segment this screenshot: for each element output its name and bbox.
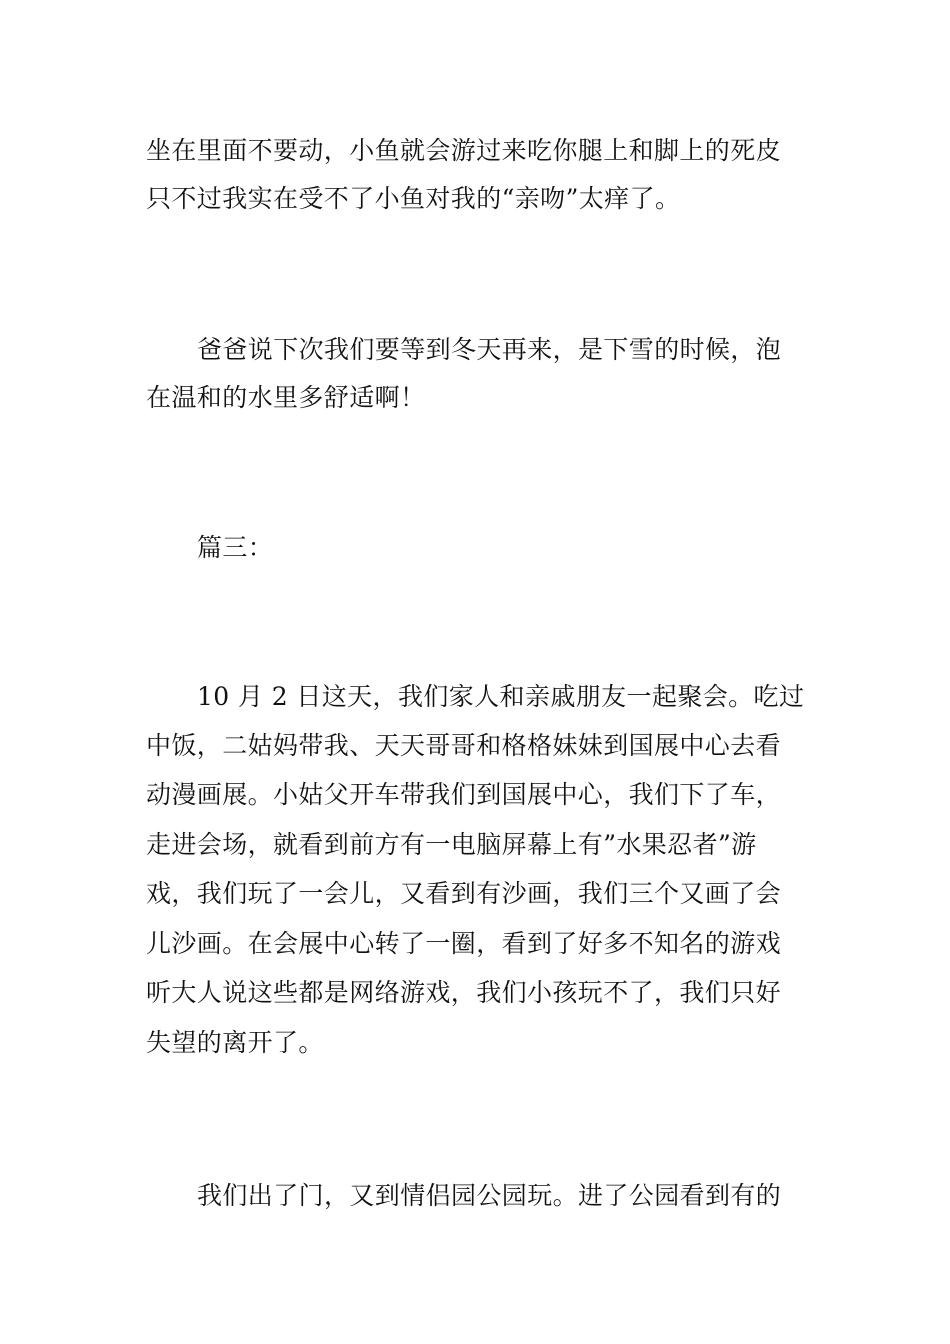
paragraph-4-line-2: 中饭，二姑妈带我、天天哥哥和格格妹妹到国展中心去看 [146, 731, 782, 760]
paragraph-1-line-1: 坐在里面不要动，小鱼就会游过来吃你腿上和脚上的死皮 [146, 136, 782, 165]
paragraph-4-line-3: 动漫画展。小姑父开车带我们到国展中心，我们下了车， [146, 780, 782, 809]
paragraph-2-line-1: 爸爸说下次我们要等到冬天再来，是下雪的时候，泡 [197, 335, 782, 364]
paragraph-4-line-7: 听大人说这些都是网络游戏，我们小孩玩不了，我们只好 [146, 978, 782, 1007]
paragraph-4-line-1: 10 月 2 日这天，我们家人和亲戚朋友一起聚会。吃过 [197, 682, 805, 711]
paragraph-4-line-8: 失望的离开了。 [146, 1028, 324, 1057]
paragraph-4-line-5: 戏，我们玩了一会儿，又看到有沙画，我们三个又画了会 [146, 879, 782, 908]
paragraph-4-line-4: 走进会场，就看到前方有一电脑屏幕上有”水果忍者”游 [146, 830, 757, 859]
paragraph-2-line-2: 在温和的水里多舒适啊！ [146, 383, 426, 412]
section-heading: 篇三： [197, 533, 274, 562]
paragraph-1-line-2: 只不过我实在受不了小鱼对我的“亲吻”太痒了。 [146, 184, 681, 213]
paragraph-5-line-1: 我们出了门，又到情侣园公园玩。进了公园看到有的 [197, 1181, 782, 1210]
paragraph-4-line-6: 儿沙画。在会展中心转了一圈，看到了好多不知名的游戏 [146, 929, 782, 958]
